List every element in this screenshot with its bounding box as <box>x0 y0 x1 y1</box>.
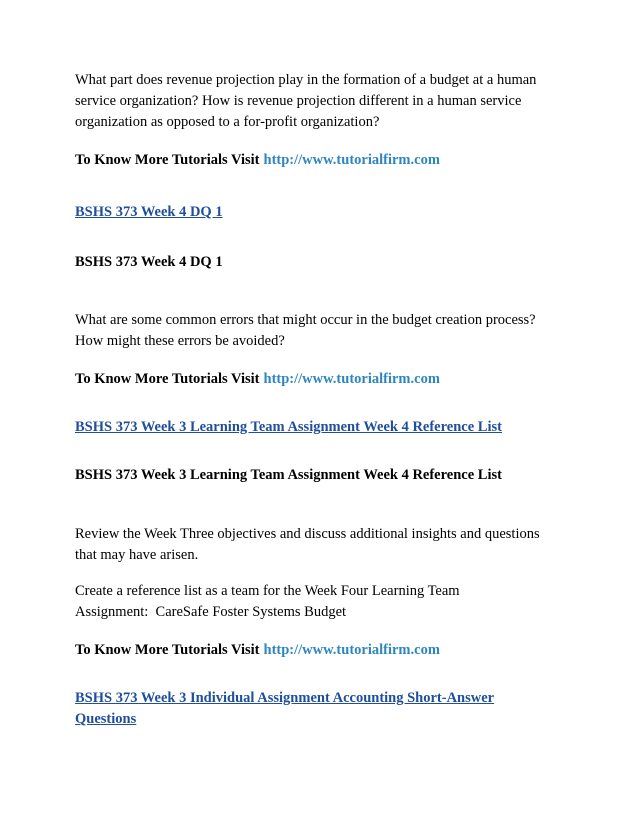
tutorial-url-link[interactable]: http://www.tutorialfirm.com <box>263 642 440 658</box>
reference-list-paragraph <box>75 581 565 623</box>
course-link-reference-list[interactable]: BSHS 373 Week 3 Learning Team Assignment Week 4 Reference List <box>75 419 502 435</box>
tutorial-promo <box>75 640 565 661</box>
text-line: service organization? How is revenue projection different in a human service <box>75 93 522 109</box>
course-link-accounting-questions-cont[interactable]: Questions <box>75 711 137 727</box>
promo-label: To Know More Tutorials Visit <box>75 371 260 387</box>
tutorial-promo <box>75 369 565 390</box>
course-link-week4-dq1[interactable]: BSHS 373 Week 4 DQ 1 <box>75 204 223 220</box>
promo-label: To Know More Tutorials Visit <box>75 152 260 168</box>
section-heading: BSHS 373 Week 4 DQ 1 <box>75 254 223 270</box>
text-line: How might these errors be avoided? <box>75 333 285 349</box>
course-link-item <box>75 688 565 730</box>
section-heading: BSHS 373 Week 3 Learning Team Assignment Week 4 Reference List <box>75 467 502 483</box>
tutorial-promo <box>75 150 565 171</box>
text-line: Review the Week Three objectives and discuss additional insights and questions <box>75 526 540 542</box>
course-link-item <box>75 202 565 223</box>
question-paragraph-errors <box>75 310 565 352</box>
course-link-accounting-questions[interactable]: BSHS 373 Week 3 Individual Assignment Accounting Short-Answer <box>75 690 495 706</box>
text-line: What are some common errors that might occur in the budget creation process? <box>75 312 536 328</box>
text-line: organization as opposed to a for-profit organization? <box>75 114 380 130</box>
course-link-item <box>75 417 565 438</box>
text-line: Create a reference list as a team for the Week Four Learning Team <box>75 583 460 599</box>
question-paragraph-revenue <box>75 70 565 133</box>
tutorial-url-link[interactable]: http://www.tutorialfirm.com <box>263 152 440 168</box>
text-line: What part does revenue projection play in the formation of a budget at a human <box>75 72 537 88</box>
text-line: that may have arisen. <box>75 547 199 563</box>
promo-label: To Know More Tutorials Visit <box>75 642 260 658</box>
text-line: Assignment: CareSafe Foster Systems Budget <box>75 604 347 620</box>
review-paragraph <box>75 524 565 566</box>
tutorial-url-link[interactable]: http://www.tutorialfirm.com <box>263 371 440 387</box>
